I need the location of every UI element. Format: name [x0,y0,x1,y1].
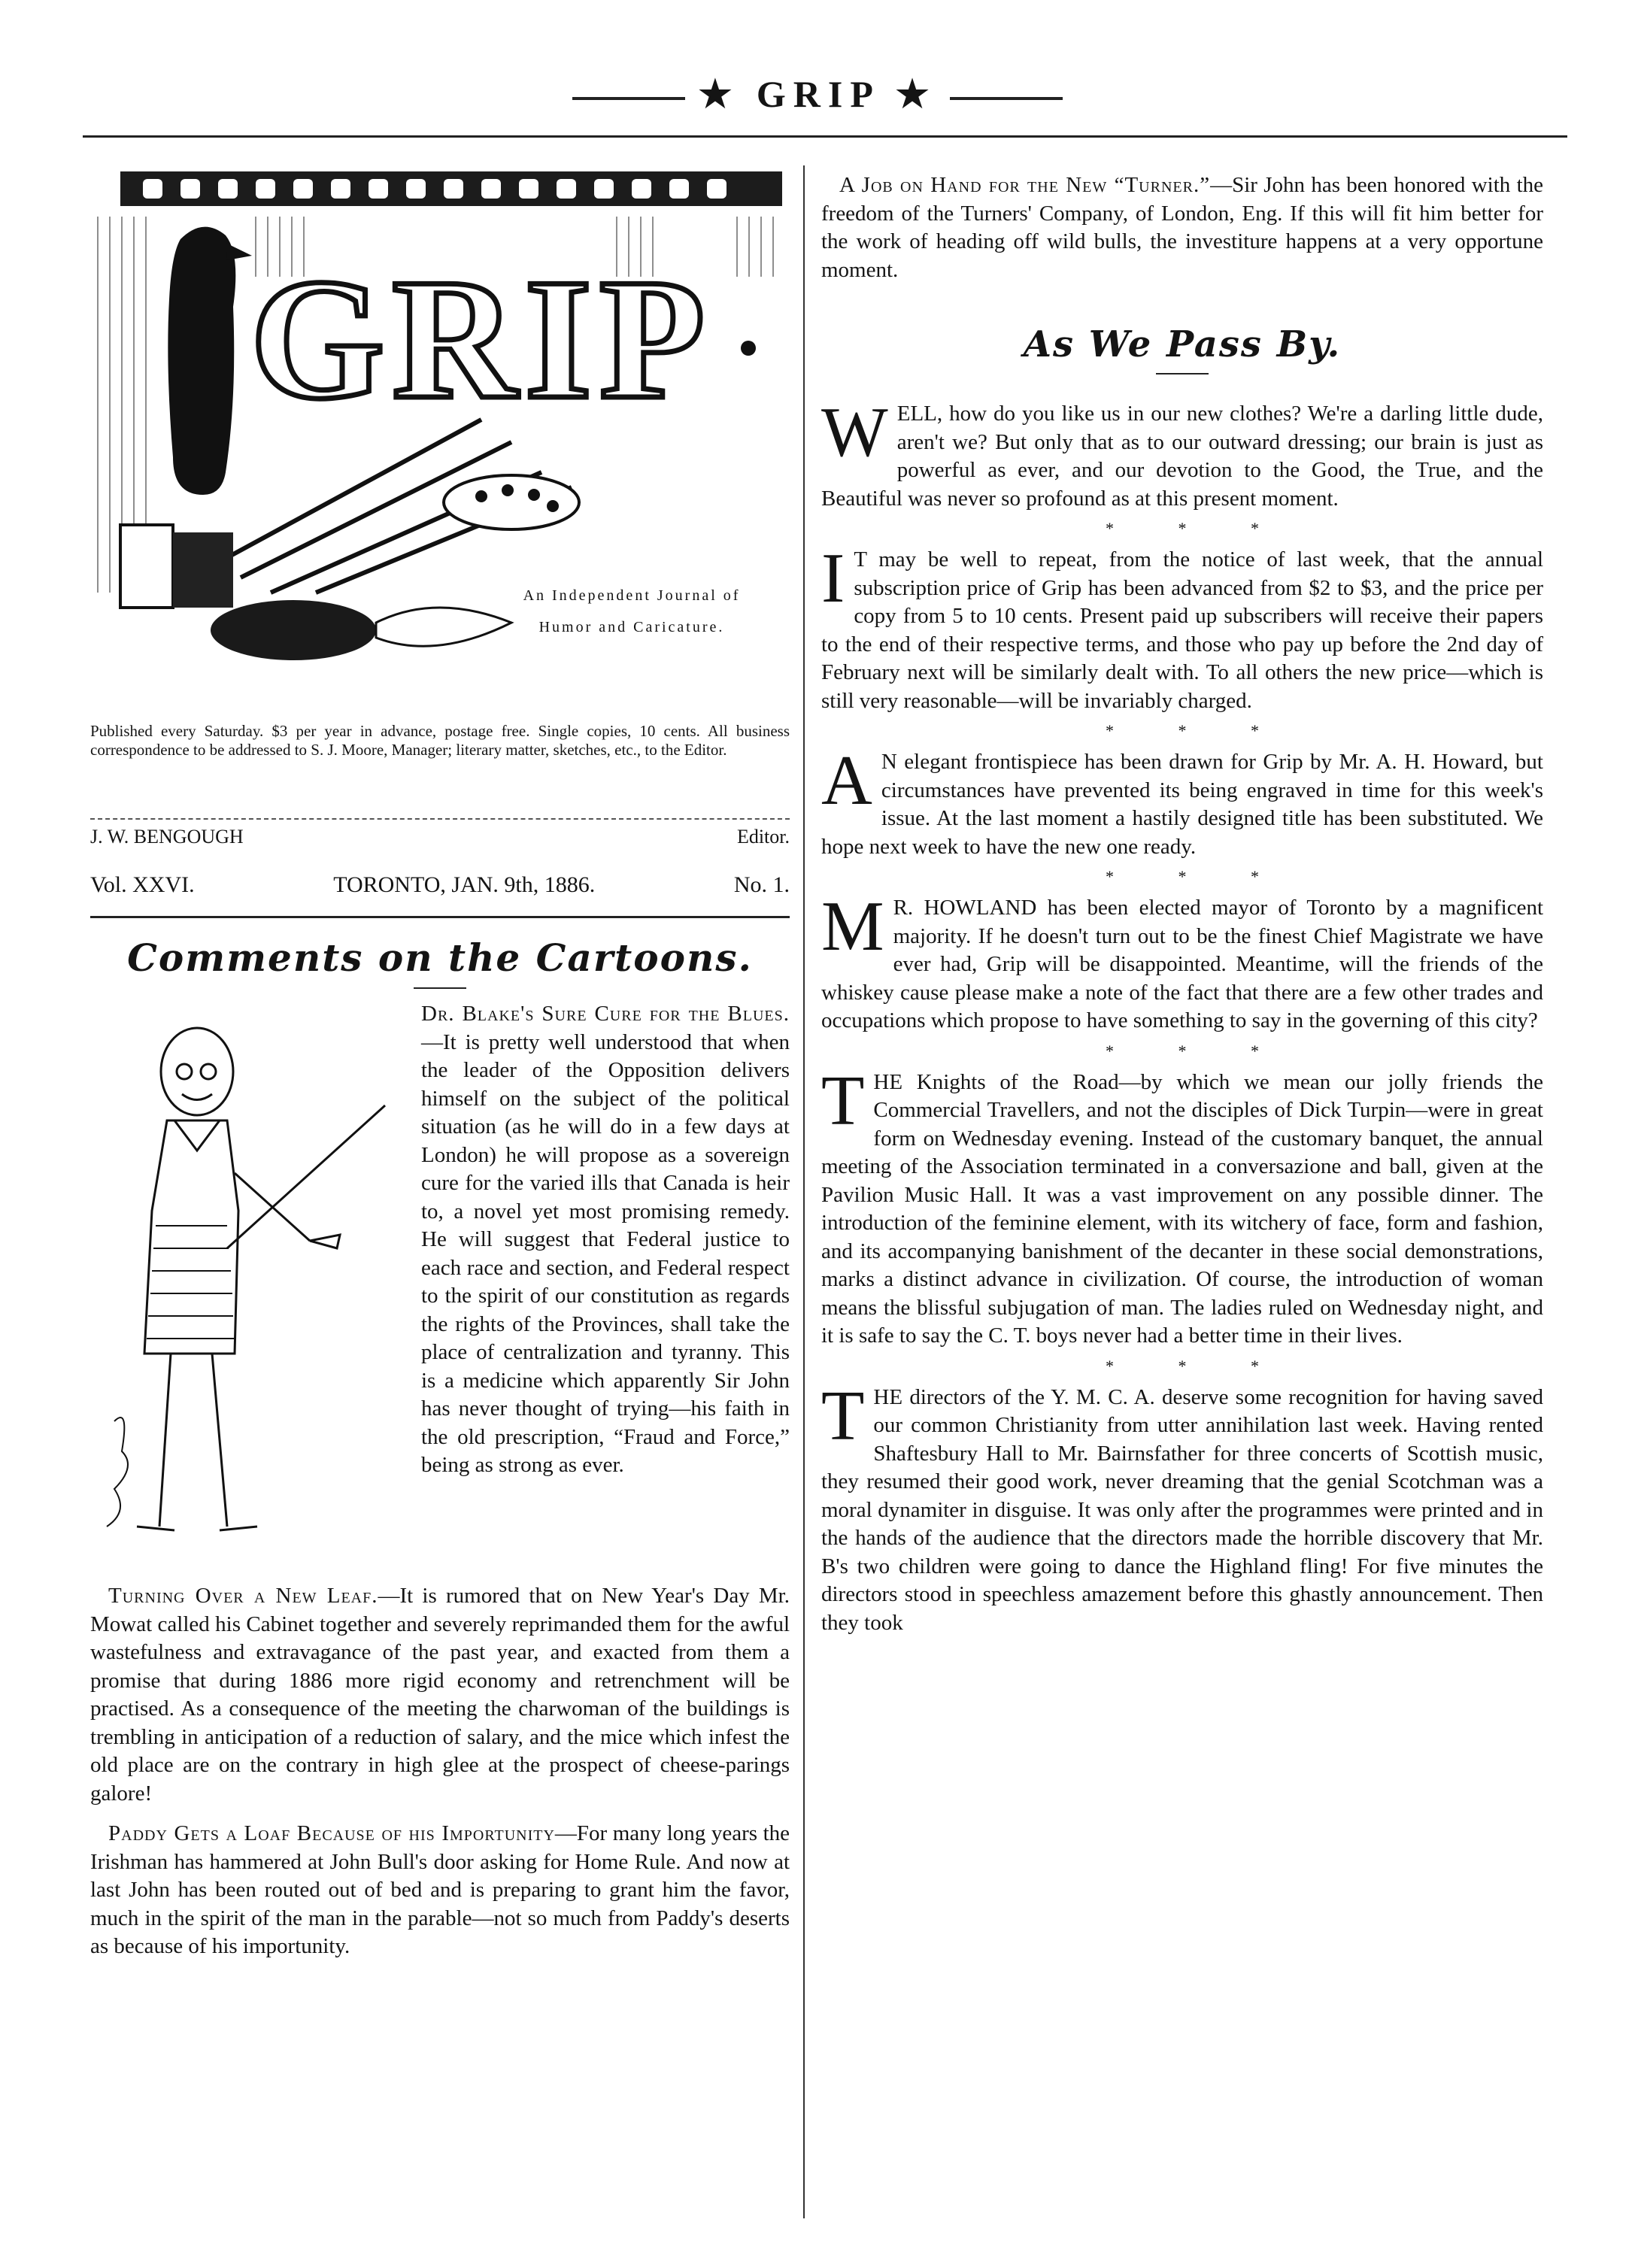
pass-by-text-3: N elegant frontispiece has been drawn for Grip by Mr. A. H. Howard, but circumstances have prevented its being engraved in time for this week's issue. At the last moment a hastily designed title has been substituted. We hope next week to have the new one ready. [821,750,1543,859]
volume-number: Vol. XXVI. [90,872,195,897]
publication-info: Published every Saturday. $3 per year in advance, postage free. Single copies, 10 cents. All business correspondence to be addressed to S. J. Moore, Manager; literary matter, sketches, etc., to the Editor. [90,722,790,759]
pass-by-text-6: HE directors of the Y. M. C. A. deserve some recognition for having saved our common Christianity from utter annihilation last week. Having rented Shaftesbury Hall to Mr. Bairnsfather for three concerts of Scottish music, they resumed their good work, never dreaming that the genial Scotchman was a moral dynamiter in disguise. It was only after the programmes were printed and in the hands of the audience that the directors made the horrible discovery that Mr. B's two children were going to dance the Highland fling! For five minutes the directors stood in speechless amazement before this ghastly announcement. Then they took [821,1384,1543,1635]
pass-by-paragraph-5 [821,1061,1543,1351]
pass-by-text-2: T may be well to repeat, from the notice of last week, that the annual subscription price of Grip has been advanced from $2 to $3, and the price per copy from 5 to 10 cents. Present paid up subscribers will receive their papers to the end of their respective terms, and those who pay up before the 2nd day of February next will be similarly dealt with. To all others the new price—which is still very reasonable—will be invariably charged. [821,547,1543,713]
article-turner-body: —Sir John has been honored with the freedom of the Turners' Company, of London, Eng. If this will fit him better for the work of heading off wild bulls, the investiture happens at a very opportune moment. [821,173,1543,282]
article-blake-body: —It is pretty well understood that when the leader of the Opposition delivers himself on the subject of the political situation (as he will do in a few days at London) he will propose as a sovereign cure for the varied ills that Canada is heir to, a novel yet most promising remedy. He will suggest that Federal justice to each race and section, and Federal respect to the spirit of our constitution as regards the rights of the Provinces, shall take the place of centralization and tyranny. This is a medicine which apparently Sir John has never thought of trying—his faith in the old prescription, “Fraud and Force,” being as strong as ever. [421,1029,790,1477]
masthead [90,171,790,683]
palette-illustration [444,475,579,529]
pass-by-heading-text: As We Pass By. [1023,323,1342,365]
article-new-leaf-title: Turning Over a New Leaf. [108,1584,378,1608]
pass-by-paragraph-6 [821,1376,1543,1638]
comments-heading-text: Comments on the Cartoons. [127,935,753,980]
article-blake-title: Dr. Blake's Sure Cure for the Blues. [421,1002,790,1026]
separator-5: * * * [1106,1356,1289,1375]
pass-by-paragraph-2 [821,539,1543,715]
article-blake [421,1000,790,1480]
masthead-tagline-line1: An Independent Journal of [523,587,741,604]
article-new-leaf [90,1582,790,1808]
raven-beak [226,243,252,260]
article-new-leaf-body: —It is rumored that on New Year's Day Mr. Mowat called his Cabinet together and severely reprimanded them for the awful wastefulness and extravagance of the past year, and exacted from them a promise that during 1886 more rigid economy and retrenchment will be practised. As a consequence of the meeting the charwoman of the buildings is trembling in anticipation of a reduction of salary, and the mice which infest the old place are on the contrary in high glee at the prospect of cheese-parings galore! [90,1584,790,1806]
separator-4: * * * [1106,1041,1289,1060]
masthead-illustration [90,171,790,683]
pass-by-paragraph-3 [821,741,1543,861]
volume-rule [90,916,790,918]
volume-row [90,872,790,898]
left-column-text [90,1000,790,1480]
issue-date: TORONTO, JAN. 9th, 1886. [333,872,596,897]
dropcap-5: T [821,1061,865,1140]
pass-by-heading-rule [1156,373,1209,374]
inkpot-illustration [211,600,376,660]
running-head: ★ GRIP ★ [0,72,1635,116]
separator-2: * * * [1106,721,1289,740]
scroll-illustration [376,608,511,646]
pass-by-paragraph-1 [821,393,1543,513]
pass-by-text-1: ELL, how do you like us in our new clothes? We're a darling little dude, aren't we? But only that as to our outward dressing; our brain is just as powerful as ever, and our devotion to the Good, the True, and the Beautiful was never so profound as at this present moment. [821,402,1543,511]
article-turner [821,171,1543,284]
separator-3: * * * [1106,867,1289,886]
column-divider [803,165,805,2218]
comments-heading [90,935,790,989]
pass-by-heading [821,323,1543,374]
jar-illustration-dark [173,532,233,608]
editor-name: J. W. BENGOUGH [90,826,244,847]
article-paddy-title: Paddy Gets a Loaf Because of his Importunity [108,1821,555,1845]
top-rule [83,135,1567,138]
dropcap-6: T [821,1376,865,1455]
pass-by-text-5: HE Knights of the Road—by which we mean our jolly friends the Commercial Travellers, and not the disciples of Dick Turpin—were in great form on Wednesday evening. Instead of the customary banquet, the annual meeting of the Association terminated in a conversazione and ball, given at the Pavilion Music Hall. It was a vast improvement on any possible dinner. The introduction of the feminine element, with its witchery of face, form and fashion, and its accompanying banishment of the decanter in these social demonstrations, marks a distinct advance in civilization. Of course, the introduction of woman means the blissful subjugation of man. The ladies ruled on Wednesday night, and it is safe to say the C. T. boys never had a better time in their lives. [821,1069,1543,1348]
raven-silhouette [168,227,235,495]
article-paddy [90,1820,790,1961]
dropcap-4: M [821,887,884,966]
pass-by-paragraph-4 [821,887,1543,1035]
separator-1: * * * [1106,519,1289,538]
figure-foot-right [220,1527,257,1530]
running-head-rule-left [572,97,685,100]
dropcap-3: A [821,741,872,820]
running-head-rule-right [950,97,1063,100]
heading-rule [414,987,466,989]
article-paddy-body: —For many long years the Irishman has hammered at John Bull's door asking for Home Rule. And now at last John has been routed out of bed and is preparing to grant him the favor, much in the spirit of the man in the parable—not so much from Paddy's deserts as because of his importunity. [90,1821,790,1958]
masthead-dot [741,341,756,356]
masthead-tagline-line2: Humor and Caricature. [538,619,725,635]
article-turner-title: A Job on Hand for the New “Turner.” [839,173,1211,197]
issue-number: No. 1. [733,872,790,897]
article-blake-paragraph [421,1000,790,1480]
editor-title: Editor. [736,826,790,847]
jar-illustration [120,525,173,608]
dropcap-1: W [821,393,888,471]
editor-row [90,818,790,848]
right-column [821,171,1543,1637]
dropcap-2: I [821,539,845,617]
left-column-continued [90,1570,790,1961]
pass-by-text-4: R. HOWLAND has been elected mayor of Toronto by a magnificent majority. If he doesn't turn out to be the finest Chief Magistrate we have ever had, Grip will be disappointed. Meantime, will the friends of the whiskey cause please make a note of the fact that there are a few other trades and occupations which propose to have something to say in the governing of this city? [821,896,1543,1032]
running-head-title: GRIP [756,73,879,115]
masthead-title-lettering: GRIP [250,243,713,435]
figure-foot-left [137,1527,174,1530]
